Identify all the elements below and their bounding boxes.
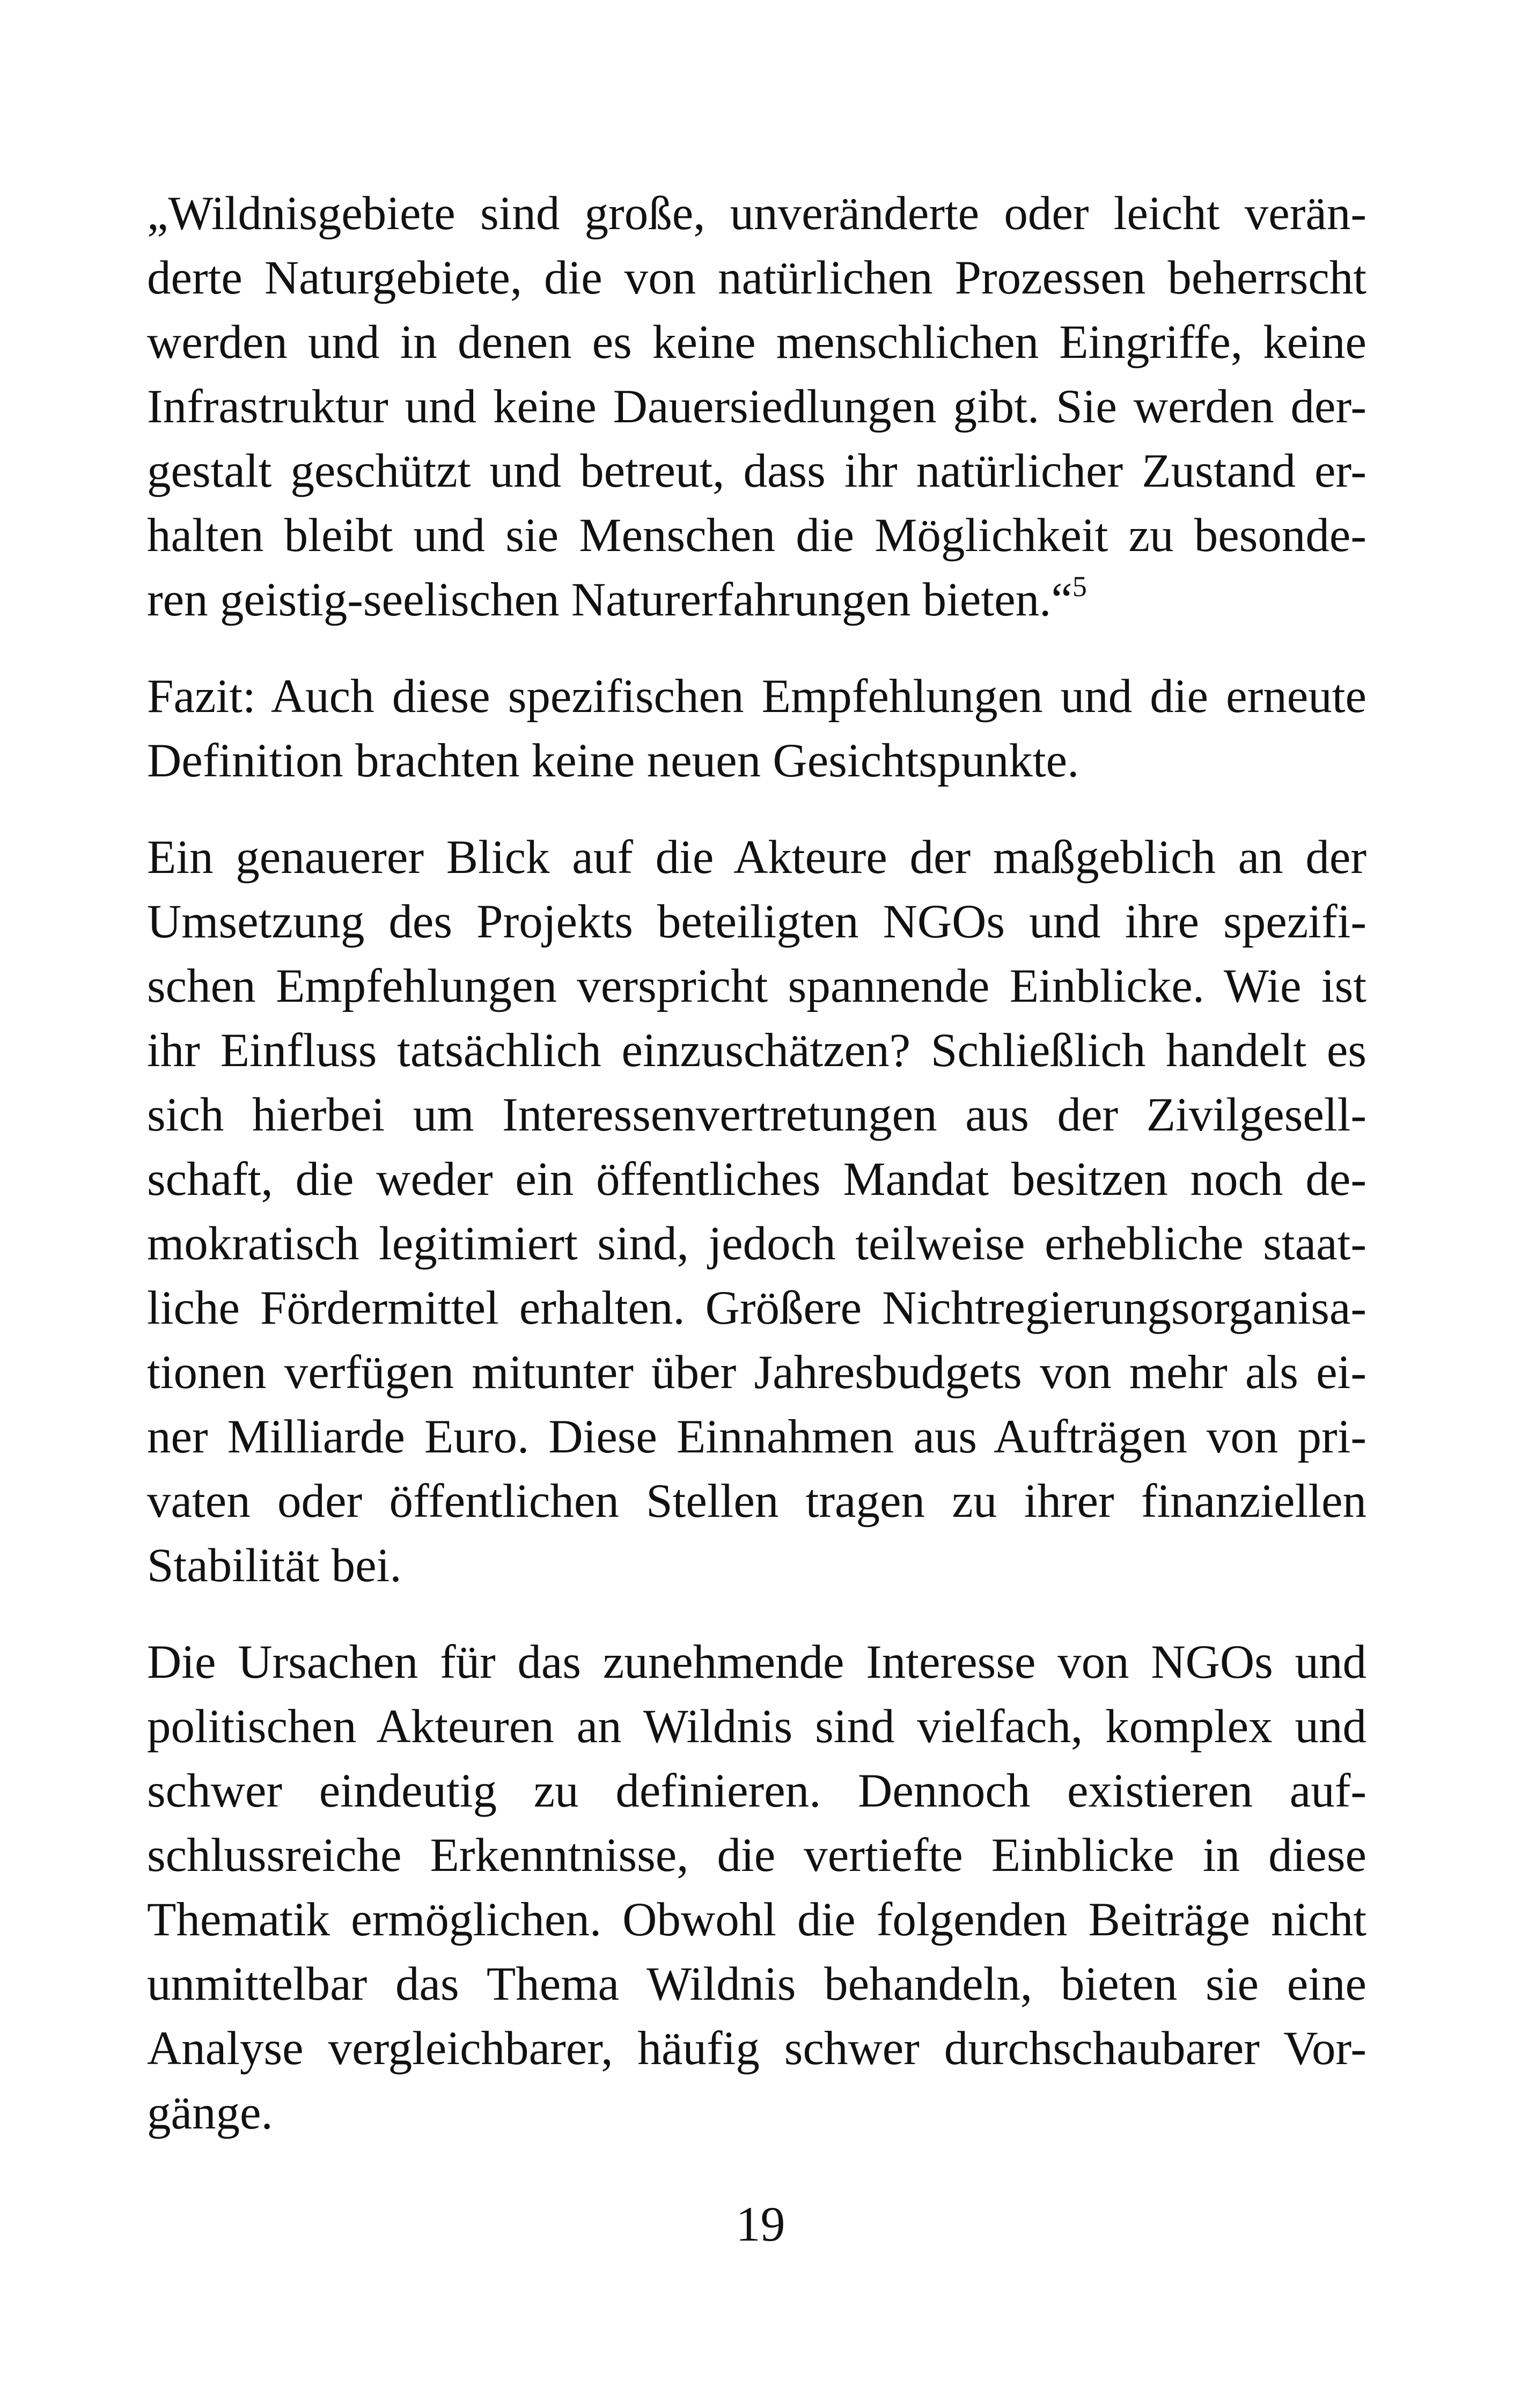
quote-paragraph — [147, 181, 1366, 632]
text-line: Umsetzung des Projekts beteiligten NGOs und ihre spezifi- — [147, 895, 1366, 948]
body-text — [147, 181, 1366, 2177]
text-line: Thematik ermöglichen. Obwohl die folgenden Beiträge nicht — [147, 1893, 1366, 1946]
text-line: werden und in denen es keine menschlichen Eingriffe, keine — [147, 316, 1366, 369]
footnote-marker: 5 — [1072, 570, 1087, 603]
text-line: ihr Einfluss tatsächlich einzuschätzen? Schließlich handelt es — [147, 1024, 1366, 1077]
text-line: vaten oder öffentlichen Stellen tragen zu ihrer finanziellen — [147, 1475, 1366, 1528]
text-line: derte Naturgebiete, die von natürlichen Prozessen beherrscht — [147, 252, 1366, 304]
text-line: gänge. — [147, 2087, 273, 2139]
text-line: gestalt geschützt und betreut, dass ihr natürlicher Zustand er- — [147, 445, 1366, 497]
text-line: schwer eindeutig zu definieren. Dennoch existieren auf- — [147, 1765, 1366, 1817]
text-line: „Wildnisgebiete sind große, unveränderte oder leicht verän- — [147, 187, 1366, 240]
text-line: Ein genauerer Blick auf die Akteure der maßgeblich an der — [147, 831, 1366, 884]
ngo-paragraph — [147, 825, 1366, 1598]
text-line: politischen Akteuren an Wildnis sind vielfach, komplex und — [147, 1700, 1366, 1753]
text-line: schlussreiche Erkenntnisse, die vertiefte Einblicke in diese — [147, 1829, 1366, 1882]
text-line — [147, 568, 1366, 632]
text-line: schen Empfehlungen verspricht spannende Einblicke. Wie ist — [147, 960, 1366, 1012]
text-line: unmittelbar das Thema Wildnis behandeln, bieten sie eine — [147, 1958, 1366, 2010]
text-line-content: ren geistig-seelischen Naturerfahrungen bieten.“ — [147, 574, 1072, 626]
text-line: sich hierbei um Interessenvertretungen aus der Zivilgesell- — [147, 1089, 1366, 1141]
conclusion-paragraph — [147, 664, 1366, 793]
text-line: Infrastruktur und keine Dauersiedlungen gibt. Sie werden der- — [147, 380, 1366, 433]
text-line: Stabilität bei. — [147, 1539, 402, 1592]
text-line: Fazit: Auch diese spezifischen Empfehlungen und die erneute — [147, 670, 1366, 723]
text-line: Definition brachten keine neuen Gesichtspunkte. — [147, 735, 1079, 787]
text-line: tionen verfügen mitunter über Jahresbudgets von mehr als ei- — [147, 1346, 1366, 1399]
text-line: liche Fördermittel erhalten. Größere Nichtregierungsorganisa- — [147, 1282, 1366, 1334]
text-line: schaft, die weder ein öffentliches Mandat besitzen noch de- — [147, 1153, 1366, 1206]
causes-paragraph — [147, 1630, 1366, 2145]
text-line: ner Milliarde Euro. Diese Einnahmen aus Aufträgen von pri- — [147, 1411, 1366, 1463]
text-line: Analyse vergleichbarer, häufig schwer durchschaubarer Vor- — [147, 2022, 1366, 2075]
text-line: halten bleibt und sie Menschen die Möglichkeit zu besonde- — [147, 509, 1366, 562]
text-line: mokratisch legitimiert sind, jedoch teilweise erhebliche staat- — [147, 1217, 1366, 1270]
page-number: 19 — [736, 2197, 785, 2251]
text-line: Die Ursachen für das zunehmende Interesse von NGOs und — [147, 1636, 1366, 1688]
